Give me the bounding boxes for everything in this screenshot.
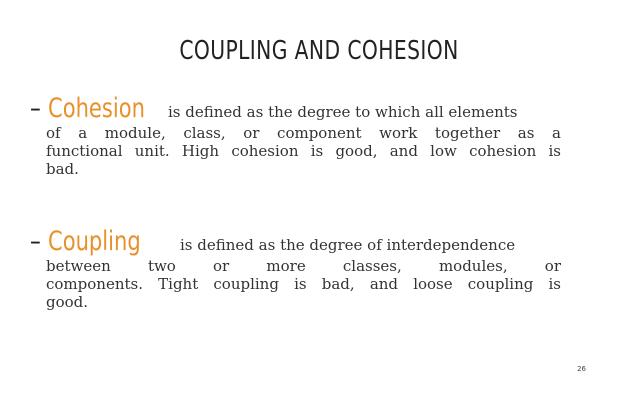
bullet-dash: – [30, 93, 41, 124]
cohesion-first-line: is defined as the degree to which all elements [168, 103, 518, 121]
coupling-line: good. [46, 293, 89, 311]
cohesion-definition [30, 94, 561, 178]
term-coupling: Coupling [48, 226, 141, 257]
coupling-definition [30, 227, 561, 311]
coupling-first-line: is defined as the degree of interdependence [180, 236, 516, 254]
cohesion-lead-line [30, 94, 561, 124]
coupling-lead-line [30, 227, 561, 257]
coupling-line: between two or more classes, modules, or [46, 257, 561, 275]
cohesion-line: of a module, class, or component work together as a [46, 124, 561, 142]
coupling-body [46, 257, 561, 311]
bullet-dash: – [30, 226, 41, 257]
cohesion-line: functional unit. High cohesion is good, and low cohesion is [46, 142, 561, 160]
cohesion-body [46, 124, 561, 178]
coupling-line: components. Tight coupling is bad, and loose coupling is [46, 275, 561, 293]
page-number: 26 [577, 365, 586, 373]
cohesion-line: bad. [46, 160, 79, 178]
term-cohesion: Cohesion [48, 93, 145, 124]
slide-title: COUPLING AND COHESION [179, 36, 459, 66]
